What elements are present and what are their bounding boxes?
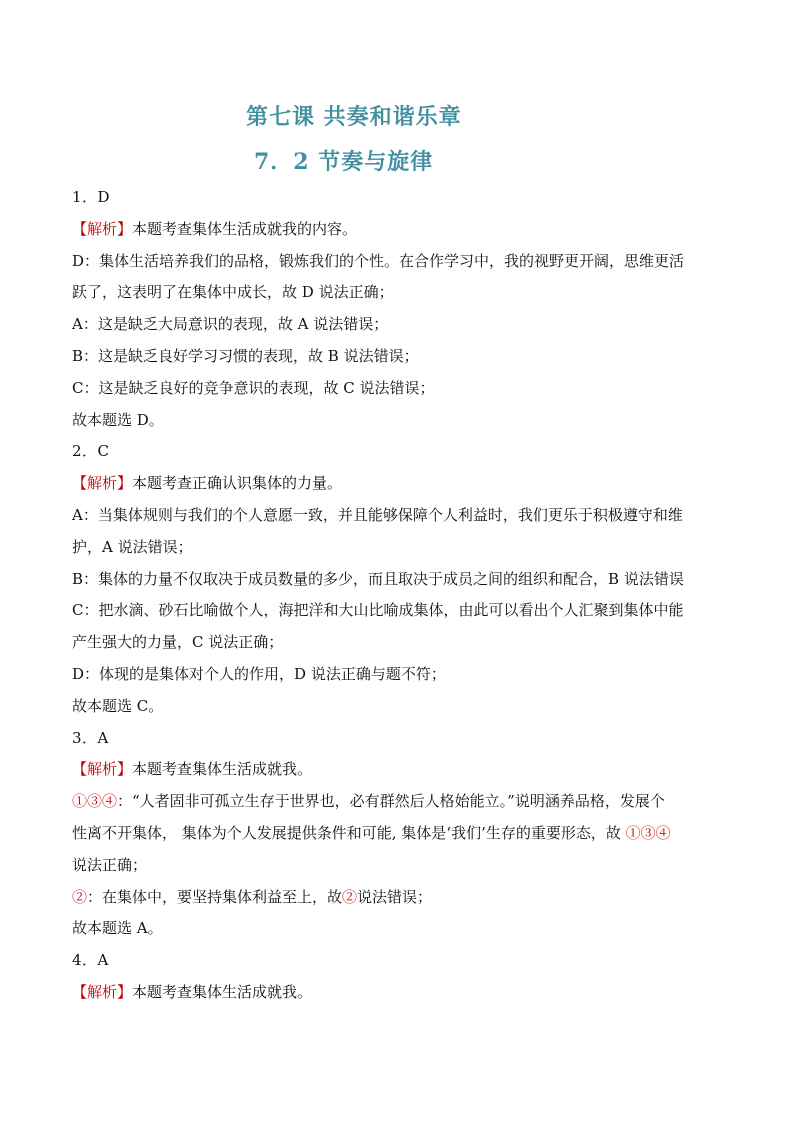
q2-option-a-line1: A：当集体规则与我们的个人意愿一致，并且能够保障个人利益时，我们更乐于积极遵守和维 <box>72 505 683 524</box>
analysis-intro: 本题考查正确认识集体的力量。 <box>132 474 343 493</box>
option-text: ：在集体中，要坚持集体利益至上，故 <box>87 887 343 906</box>
q3-conclusion: 故本题选 A。 <box>72 919 163 938</box>
q2-option-d: D：体现的是集体对个人的作用，D 说法正确与题不符； <box>72 664 446 683</box>
q1-option-d-line1: D：集体生活培养我们的品格，锻炼我们的个性。在合作学习中，我的视野更开阔，思维更活 <box>72 251 685 270</box>
analysis-tag: 【解析】 <box>72 982 133 1001</box>
q3-option-2 <box>72 882 732 914</box>
analysis-tag: 【解析】 <box>72 474 133 493</box>
q1-answer: 1．D <box>72 188 111 206</box>
analysis-intro: 本题考查集体生活成就我的内容。 <box>132 219 358 238</box>
option-text: ：“人者固非可孤立生存于世界也，必有群然后人格始能立。”说明涵养品格，发展个 <box>117 792 665 811</box>
q1-analysis <box>72 214 732 246</box>
q2-answer: 2．C <box>72 442 110 461</box>
option-markers: ①③④ <box>72 792 118 811</box>
answer-content <box>72 182 732 1009</box>
q1-option-a: A：这是缺乏大局意识的表现，故 A 说法错误； <box>72 315 389 334</box>
option-text: 性离不开集体， 集体为个人发展提供条件和可能, 集体是‘我们’生存的重要形态，故 <box>72 823 626 842</box>
analysis-tag: 【解析】 <box>72 760 133 779</box>
q2-option-b: B：集体的力量不仅取决于成员数量的多少，而且取决于成员之间的组织和配合，B 说法错误 <box>72 569 684 588</box>
section-title: 7．2 节奏与旋律 <box>254 149 434 175</box>
q4-analysis <box>72 977 732 1009</box>
option-marker: ② <box>342 887 358 906</box>
q1-option-c: C：这是缺乏良好的竞争意识的表现，故 C 说法错误； <box>72 378 435 397</box>
q2-conclusion: 故本题选 C。 <box>72 696 164 715</box>
q4-answer: 4．A <box>72 951 109 970</box>
q3-options-134-line2 <box>72 818 732 850</box>
q2-analysis <box>72 468 732 500</box>
lesson-title: 第七课 共奏和谐乐章 <box>246 104 462 130</box>
q3-analysis <box>72 754 732 786</box>
q1-option-b: B：这是缺乏良好学习习惯的表现，故 B 说法错误； <box>72 346 419 365</box>
q3-options-134-line3: 说法正确； <box>72 855 148 874</box>
option-text: 说法错误； <box>357 887 433 906</box>
q1-conclusion: 故本题选 D。 <box>72 410 164 429</box>
option-marker: ② <box>72 887 88 906</box>
q3-answer: 3．A <box>72 728 109 747</box>
q3-options-134-line1 <box>72 786 732 818</box>
analysis-tag: 【解析】 <box>72 219 133 238</box>
q2-option-c-line2: 产生强大的力量，C 说法正确； <box>72 633 284 652</box>
q2-option-c-line1: C：把水滴、砂石比喻做个人，海把洋和大山比喻成集体，由此可以看出个人汇聚到集体中能 <box>72 601 684 620</box>
analysis-intro: 本题考查集体生活成就我。 <box>132 982 313 1001</box>
option-markers: ①③④ <box>625 823 671 842</box>
q1-option-d-line2: 跃了，这表明了在集体中成长，故 D 说法正确； <box>72 283 394 302</box>
q2-option-a-line2: 护，A 说法错误； <box>72 537 193 556</box>
analysis-intro: 本题考查集体生活成就我。 <box>132 760 313 779</box>
